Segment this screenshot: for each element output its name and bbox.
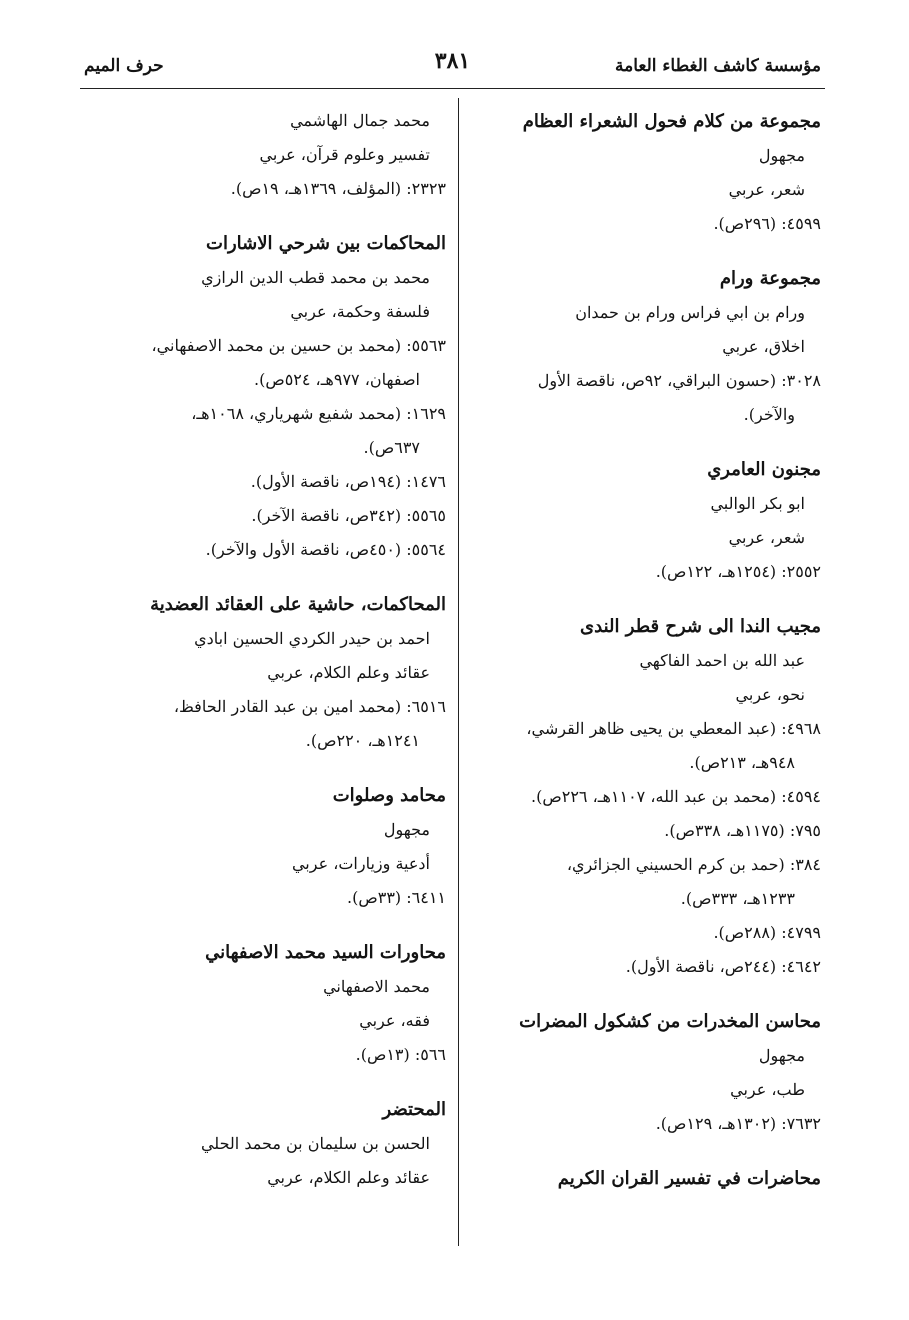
catalog-entry xyxy=(82,226,446,567)
manuscript-ref xyxy=(479,950,821,984)
manuscript-ref xyxy=(479,207,821,241)
manuscript-ref xyxy=(82,690,446,758)
catalog-entry xyxy=(479,609,821,984)
right-column xyxy=(479,104,821,1216)
catalog-entry xyxy=(82,778,446,915)
ref-text: ٢٥٥٢: (١٢٥٤هـ، ١٢٢ص). xyxy=(655,562,821,581)
entry-title: مجيب الندا الى شرح قطر الندى xyxy=(580,616,821,637)
entry-subject: عقائد وعلم الكلام، عربي xyxy=(267,663,430,682)
ref-text: ٦٥١٦: (محمد امين بن عبد القادر الحافظ، xyxy=(173,697,446,716)
ref-text: ٥٦٦: (١٣ص). xyxy=(355,1045,446,1064)
entry-author: عبد الله بن احمد الفاكهي xyxy=(639,651,805,670)
entry-author: محمد بن محمد قطب الدين الرازي xyxy=(201,268,430,287)
ref-text: ٤٥٩٤: (محمد بن عبد الله، ١١٠٧هـ، ٢٢٦ص). xyxy=(531,787,821,806)
ref-continuation: اصفهان، ٩٧٧هـ، ٥٢٤ص). xyxy=(254,370,420,389)
entry-author: محمد الاصفهاني xyxy=(323,977,430,996)
entry-subject: شعر، عربي xyxy=(728,180,805,199)
left-column xyxy=(82,104,446,1215)
catalog-entry xyxy=(82,104,446,206)
entry-author: محمد جمال الهاشمي xyxy=(290,111,430,130)
manuscript-ref xyxy=(479,848,821,916)
entry-subject: تفسير وعلوم قرآن، عربي xyxy=(259,145,430,164)
ref-text: ٤٦٤٢: (٢٤٤ص، ناقصة الأول). xyxy=(625,957,821,976)
catalog-entry xyxy=(82,587,446,758)
entry-subject: عقائد وعلم الكلام، عربي xyxy=(267,1168,430,1187)
catalog-entry xyxy=(82,935,446,1072)
ref-text: ٣٠٢٨: (حسون البراقي، ٩٢ص، ناقصة الأول xyxy=(537,371,821,390)
ref-text: ١٤٧٦: (١٩٤ص، ناقصة الأول). xyxy=(250,472,446,491)
manuscript-ref xyxy=(479,712,821,780)
ref-text: ٥٥٦٤: (٤٥٠ص، ناقصة الأول والآخر). xyxy=(205,540,446,559)
entry-subject: نحو، عربي xyxy=(735,685,805,704)
manuscript-ref xyxy=(479,814,821,848)
ref-text: ٢٣٢٣: (المؤلف، ١٣٦٩هـ، ١٩ص). xyxy=(230,179,446,198)
catalog-entry xyxy=(479,452,821,589)
manuscript-ref xyxy=(479,364,821,432)
entry-title: مجموعة من كلام فحول الشعراء العظام xyxy=(522,111,821,132)
ref-text: ٤٩٦٨: (عبد المعطي بن يحيى ظاهر القرشي، xyxy=(526,719,821,738)
ref-text: ٤٥٩٩: (٢٩٦ص). xyxy=(713,214,821,233)
ref-continuation: ٩٤٨هـ، ٢١٣ص). xyxy=(689,753,795,772)
ref-text: ٦٤١١: (٣٣ص). xyxy=(347,888,446,907)
manuscript-ref xyxy=(479,780,821,814)
entry-title: مجموعة ورام xyxy=(719,268,821,289)
manuscript-ref xyxy=(82,397,446,465)
manuscript-ref xyxy=(82,1038,446,1072)
entry-title: محامد وصلوات xyxy=(332,785,446,806)
entry-author: مجهول xyxy=(758,1046,805,1065)
entry-subject: أدعية وزيارات، عربي xyxy=(291,854,430,873)
entry-subject: اخلاق، عربي xyxy=(722,337,805,356)
column-divider xyxy=(458,98,459,1246)
ref-continuation: والآخر). xyxy=(743,405,795,424)
entry-title: المحتضر xyxy=(382,1099,446,1120)
catalog-entry xyxy=(479,104,821,241)
ref-continuation: ٦٣٧ص). xyxy=(363,438,420,457)
ref-text: ١٦٢٩: (محمد شفيع شهرياري، ١٠٦٨هـ، xyxy=(191,404,446,423)
entry-subject: طب، عربي xyxy=(730,1080,805,1099)
manuscript-ref xyxy=(82,329,446,397)
page-number: ٣٨١ xyxy=(434,48,471,74)
section-title: حرف الميم xyxy=(84,56,164,76)
ref-text: ٧٦٣٢: (١٣٠٢هـ، ١٢٩ص). xyxy=(655,1114,821,1133)
entry-title: مجنون العامري xyxy=(707,459,821,480)
manuscript-ref xyxy=(479,555,821,589)
entry-title: محاورات السيد محمد الاصفهاني xyxy=(205,942,446,963)
ref-continuation: ١٢٣٣هـ، ٣٣٣ص). xyxy=(680,889,795,908)
manuscript-ref xyxy=(82,465,446,499)
entry-title: المحاكمات بين شرحي الاشارات xyxy=(206,233,446,254)
ref-text: ٣٨٤: (حمد بن كرم الحسيني الجزائري، xyxy=(566,855,821,874)
ref-text: ٥٥٦٣: (محمد بن حسين بن محمد الاصفهاني، xyxy=(151,336,446,355)
entry-author: ورام بن ابي فراس ورام بن حمدان xyxy=(575,303,805,322)
entry-author: احمد بن حيدر الكردي الحسين ابادي xyxy=(194,629,430,648)
entry-subject: فقه، عربي xyxy=(359,1011,430,1030)
page-header xyxy=(80,48,825,89)
entry-author: مجهول xyxy=(383,820,430,839)
ref-text: ٧٩٥: (١١٧٥هـ، ٣٣٨ص). xyxy=(664,821,821,840)
catalog-entry xyxy=(479,261,821,432)
entry-author: ابو بكر الوالبي xyxy=(710,494,805,513)
catalog-entry xyxy=(479,1004,821,1141)
catalog-entry xyxy=(82,1092,446,1195)
entry-author: الحسن بن سليمان بن محمد الحلي xyxy=(200,1134,430,1153)
entry-title: المحاكمات، حاشية على العقائد العضدية xyxy=(150,594,446,615)
ref-text: ٤٧٩٩: (٢٨٨ص). xyxy=(713,923,821,942)
entry-subject: فلسفة وحكمة، عربي xyxy=(290,302,430,321)
manuscript-ref xyxy=(82,533,446,567)
entry-title: محاضرات في تفسير القران الكريم xyxy=(557,1168,821,1189)
ref-text: ٥٥٦٥: (٣٤٢ص، ناقصة الآخر). xyxy=(251,506,446,525)
ref-continuation: ١٢٤١هـ، ٢٢٠ص). xyxy=(305,731,420,750)
publisher-name: مؤسسة كاشف الغطاء العامة xyxy=(614,56,821,76)
manuscript-ref xyxy=(82,499,446,533)
manuscript-ref xyxy=(82,881,446,915)
manuscript-ref xyxy=(82,172,446,206)
manuscript-ref xyxy=(479,916,821,950)
catalog-entry xyxy=(479,1161,821,1196)
entry-subject: شعر، عربي xyxy=(728,528,805,547)
manuscript-ref xyxy=(479,1107,821,1141)
entry-author: مجهول xyxy=(758,146,805,165)
entry-title: محاسن المخدرات من كشكول المضرات xyxy=(519,1011,821,1032)
